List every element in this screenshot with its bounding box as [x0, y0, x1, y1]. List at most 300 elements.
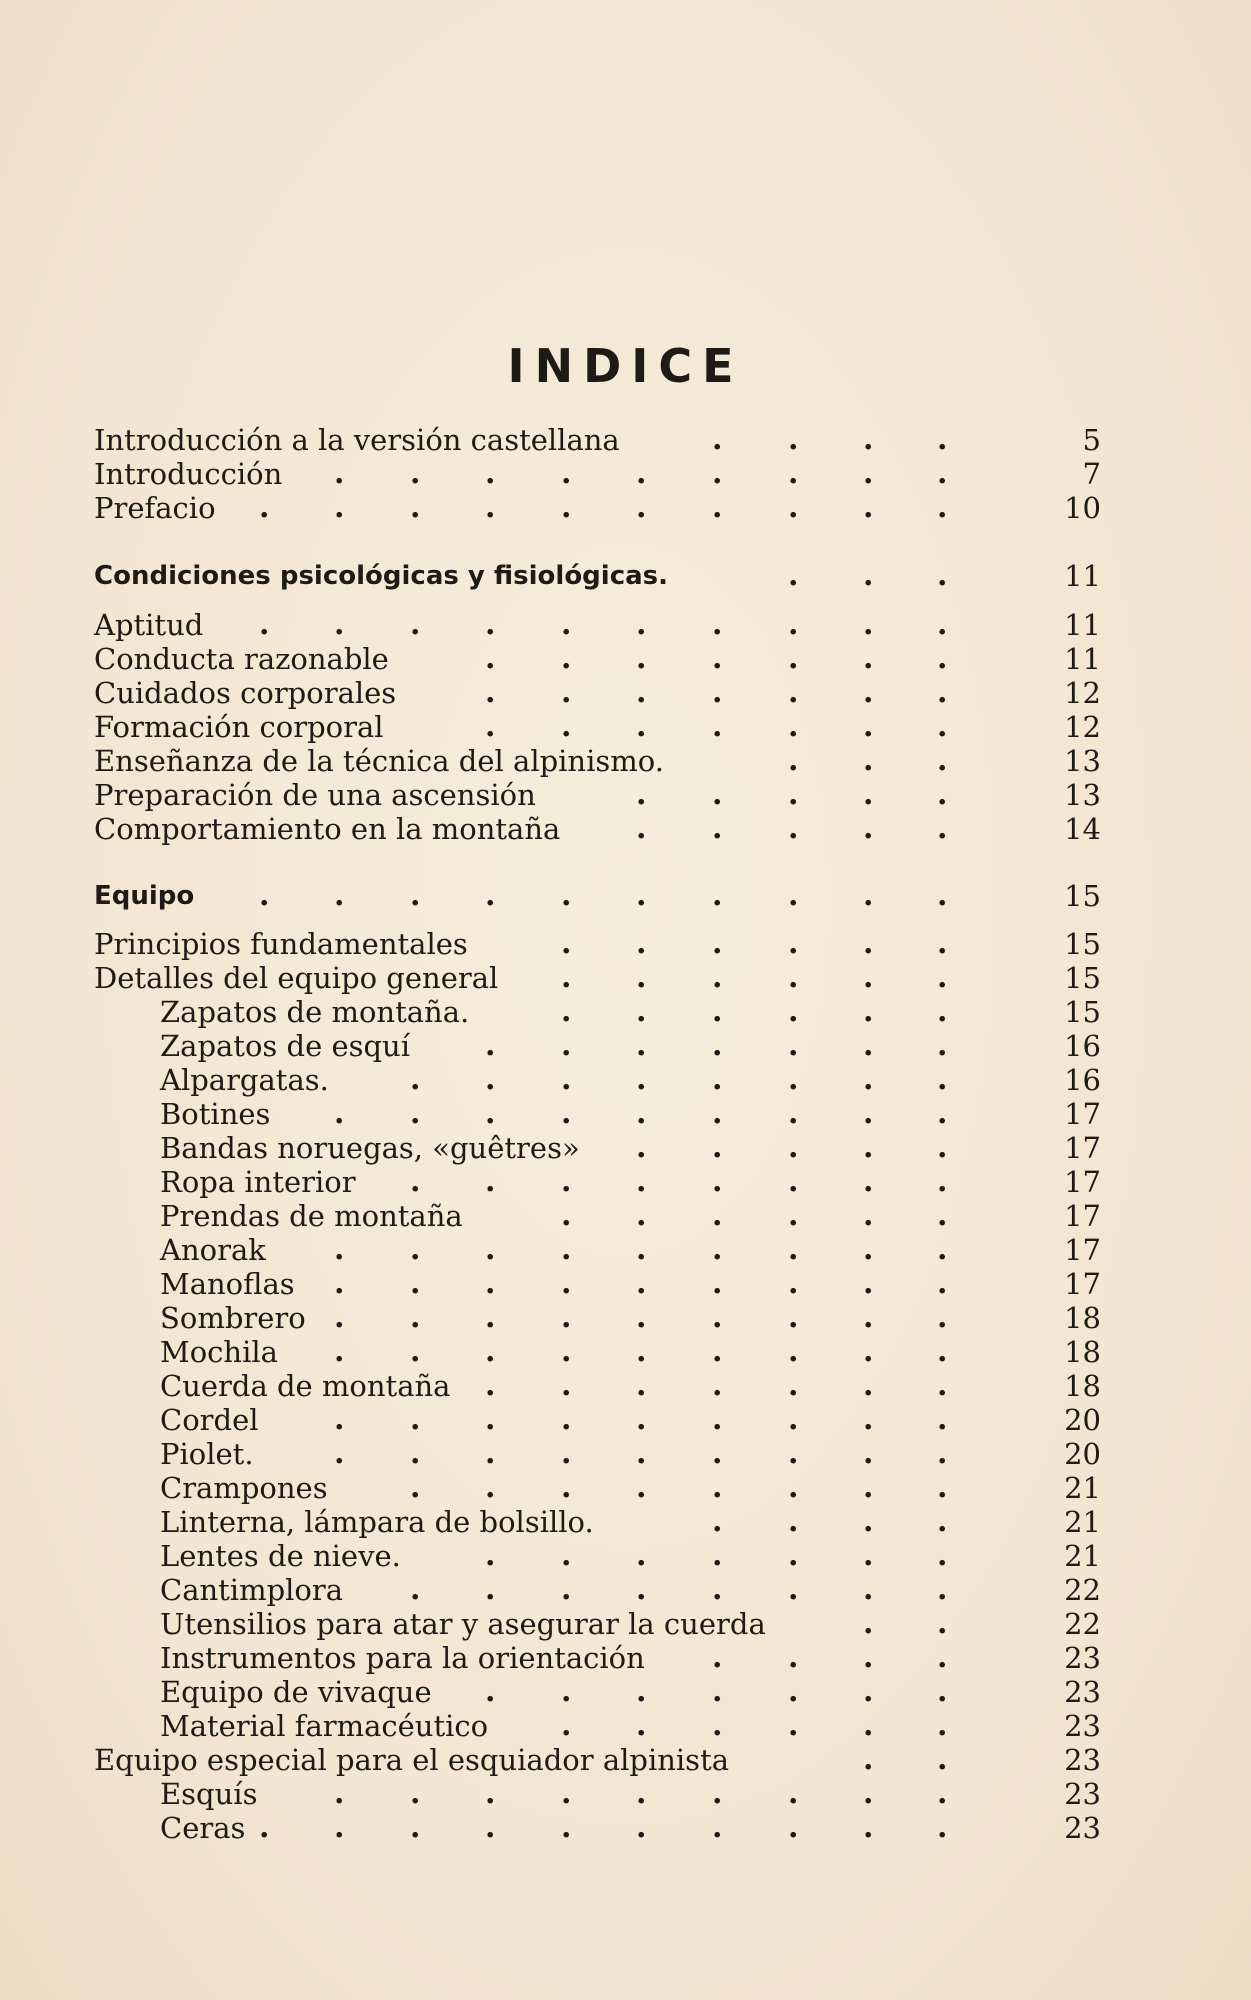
toc-entry-label: Introducción a la versión castellana — [94, 423, 620, 457]
toc-entry — [0, 1029, 1251, 1063]
leader-dot: . — [334, 607, 345, 642]
leader-dot: . — [712, 1368, 723, 1403]
leader-dot: . — [712, 456, 723, 491]
leader-dot: . — [937, 960, 948, 995]
leader-dot: . — [712, 926, 723, 961]
leader-dot: . — [863, 811, 874, 846]
leader-dot: . — [712, 1470, 723, 1505]
toc-entry-label: Cuidados corporales — [94, 676, 397, 710]
leader-dot: . — [636, 811, 647, 846]
leader-dot: . — [937, 1436, 948, 1471]
toc-entry-label: Zapatos de montaña. — [160, 995, 470, 1029]
leader-dot: . — [485, 1062, 496, 1097]
leader-dot: . — [410, 1266, 421, 1301]
toc-entry-label: Instrumentos para la orientación — [160, 1641, 645, 1675]
leader-dot: . — [485, 607, 496, 642]
leader-dot: . — [788, 1674, 799, 1709]
leader-dot: . — [937, 1130, 948, 1165]
leader-dot: . — [410, 1776, 421, 1811]
leader-dot: . — [485, 1470, 496, 1505]
toc-entry-label: Bandas noruegas, «guêtres» — [160, 1131, 580, 1165]
toc-entry — [0, 1301, 1251, 1335]
toc-entry-page: 22 — [1064, 1573, 1101, 1607]
leader-dot: . — [863, 743, 874, 778]
leader-dot: . — [788, 1096, 799, 1131]
leader-dot: . — [636, 1164, 647, 1199]
leader-dot: . — [485, 1402, 496, 1437]
leader-dot: . — [561, 1198, 572, 1233]
toc-entry-page: 20 — [1064, 1403, 1101, 1437]
leader-dot: . — [561, 1708, 572, 1743]
leader-dot: . — [561, 1300, 572, 1335]
leader-dot: . — [485, 456, 496, 491]
leader-dot: . — [712, 1436, 723, 1471]
leader-dot: . — [410, 1436, 421, 1471]
leader-dot: . — [712, 607, 723, 642]
leader-dot: . — [712, 490, 723, 525]
leader-dot: . — [712, 1674, 723, 1709]
toc-entry-label: Equipo — [94, 881, 195, 911]
toc-entry-label: Cuerda de montaña — [160, 1369, 451, 1403]
leader-dot: . — [788, 743, 799, 778]
leader-dot: . — [485, 1232, 496, 1267]
leader-dot: . — [485, 1334, 496, 1369]
leader-dot: . — [561, 1334, 572, 1369]
leader-dot: . — [788, 1062, 799, 1097]
leader-dot: . — [636, 607, 647, 642]
toc-entry-label: Conducta razonable — [94, 642, 389, 676]
leader-dot: . — [561, 490, 572, 525]
leader-dot: . — [485, 1538, 496, 1573]
leader-dot: . — [561, 994, 572, 1029]
toc-entry — [0, 744, 1251, 778]
leader-dot: . — [863, 1232, 874, 1267]
leader-dot: . — [937, 1776, 948, 1811]
leader-dot: . — [788, 558, 799, 593]
toc-entry — [0, 1743, 1251, 1777]
toc-entry — [0, 1233, 1251, 1267]
leader-dot: . — [788, 1708, 799, 1743]
leader-dot: . — [863, 709, 874, 744]
toc-entry — [0, 1403, 1251, 1437]
leader-dot: . — [937, 1674, 948, 1709]
leader-dot: . — [937, 1640, 948, 1675]
leader-dot: . — [561, 926, 572, 961]
leader-dot: . — [788, 960, 799, 995]
leader-dot: . — [410, 1470, 421, 1505]
leader-dot: . — [561, 1266, 572, 1301]
leader-dot: . — [788, 1776, 799, 1811]
toc-entry — [0, 995, 1251, 1029]
leader-dot: . — [485, 490, 496, 525]
leader-dot: . — [863, 1538, 874, 1573]
leader-dot: . — [863, 960, 874, 995]
leader-dot: . — [485, 675, 496, 710]
leader-dot: . — [561, 1368, 572, 1403]
leader-dot: . — [937, 811, 948, 846]
toc-entry-label: Linterna, lámpara de bolsillo. — [160, 1505, 594, 1539]
leader-dot: . — [712, 1266, 723, 1301]
toc-entry — [0, 457, 1251, 491]
leader-dot: . — [561, 1436, 572, 1471]
leader-dot: . — [410, 1810, 421, 1845]
leader-dot: . — [863, 1470, 874, 1505]
leader-dot: . — [788, 777, 799, 812]
toc-entry-label: Prendas de montaña — [160, 1199, 463, 1233]
leader-dot: . — [937, 1538, 948, 1573]
leader-dot: . — [863, 607, 874, 642]
leader-dot: . — [636, 1674, 647, 1709]
leader-dot: . — [636, 1198, 647, 1233]
leader-dot: . — [712, 1198, 723, 1233]
toc-entry-label: Formación corporal — [94, 710, 384, 744]
toc-entry-page: 14 — [1064, 812, 1101, 846]
leader-dot: . — [485, 1266, 496, 1301]
leader-dot: . — [788, 456, 799, 491]
leader-dot: . — [788, 1572, 799, 1607]
leader-dot: . — [334, 490, 345, 525]
leader-dot: . — [636, 641, 647, 676]
toc-entry-page: 16 — [1064, 1029, 1101, 1063]
leader-dot: . — [410, 1062, 421, 1097]
leader-dot: . — [788, 1300, 799, 1335]
leader-dot: . — [788, 1198, 799, 1233]
leader-dot: . — [636, 1062, 647, 1097]
toc-entry-label: Manoflas — [160, 1267, 295, 1301]
toc-entry — [0, 1369, 1251, 1403]
toc-entry-label: Material farmacéutico — [160, 1709, 489, 1743]
leader-dot: . — [788, 1028, 799, 1063]
leader-dot: . — [863, 1402, 874, 1437]
leader-dot: . — [788, 709, 799, 744]
leader-dot: . — [937, 926, 948, 961]
leader-dot: . — [712, 1776, 723, 1811]
leader-dot: . — [334, 1096, 345, 1131]
toc-entry-page: 10 — [1064, 491, 1101, 525]
leader-dot: . — [561, 1470, 572, 1505]
leader-dot: . — [485, 1096, 496, 1131]
leader-dot: . — [788, 1130, 799, 1165]
toc-entry-page: 13 — [1064, 778, 1101, 812]
leader-dot: . — [863, 1708, 874, 1743]
toc-entry-label: Condiciones psicológicas y fisiológicas. — [94, 561, 669, 591]
toc-entry-label: Crampones — [160, 1471, 328, 1505]
toc-entry-label: Equipo especial para el esquiador alpinista — [94, 1743, 730, 1777]
leader-dot: . — [863, 675, 874, 710]
leader-dot: . — [863, 994, 874, 1029]
leader-dot: . — [937, 878, 948, 913]
toc-entry-page: 23 — [1064, 1709, 1101, 1743]
leader-dot: . — [636, 1130, 647, 1165]
toc-entry-label: Botines — [160, 1097, 271, 1131]
leader-dot: . — [334, 878, 345, 913]
toc-entry-page: 17 — [1064, 1199, 1101, 1233]
toc-entry-page: 17 — [1064, 1233, 1101, 1267]
leader-dot: . — [788, 1164, 799, 1199]
leader-dot: . — [712, 1096, 723, 1131]
toc-entry-page: 11 — [1064, 608, 1101, 642]
toc-entry-page: 23 — [1064, 1777, 1101, 1811]
leader-dot: . — [636, 926, 647, 961]
leader-dot: . — [259, 607, 270, 642]
leader-dot: . — [788, 1402, 799, 1437]
toc-entry-page: 13 — [1064, 744, 1101, 778]
toc-entry-label: Ceras — [160, 1811, 246, 1845]
leader-dot: . — [410, 1572, 421, 1607]
toc-entry-label: Detalles del equipo general — [94, 961, 499, 995]
toc-entry — [0, 1437, 1251, 1471]
leader-dot: . — [863, 878, 874, 913]
leader-dot: . — [334, 456, 345, 491]
leader-dot: . — [863, 422, 874, 457]
leader-dot: . — [410, 878, 421, 913]
leader-dot: . — [788, 994, 799, 1029]
leader-dot: . — [410, 1402, 421, 1437]
leader-dot: . — [410, 1232, 421, 1267]
toc-entry-page: 11 — [1064, 642, 1101, 676]
leader-dot: . — [937, 490, 948, 525]
toc-entry — [0, 1063, 1251, 1097]
leader-dot: . — [863, 926, 874, 961]
leader-dot: . — [485, 641, 496, 676]
leader-dot: . — [863, 1436, 874, 1471]
leader-dot: . — [937, 1606, 948, 1641]
leader-dot: . — [636, 1538, 647, 1573]
leader-dot: . — [561, 456, 572, 491]
leader-dot: . — [937, 1028, 948, 1063]
leader-dot: . — [712, 1334, 723, 1369]
toc-entry-label: Zapatos de esquí — [160, 1029, 411, 1063]
leader-dot: . — [863, 1640, 874, 1675]
leader-dot: . — [712, 994, 723, 1029]
toc-entry-page: 21 — [1064, 1539, 1101, 1573]
toc-entry-page: 18 — [1064, 1369, 1101, 1403]
leader-dot: . — [863, 456, 874, 491]
toc-entry-page: 23 — [1064, 1811, 1101, 1845]
leader-dot: . — [863, 1572, 874, 1607]
leader-dot: . — [863, 1062, 874, 1097]
leader-dot: . — [937, 1096, 948, 1131]
leader-dot: . — [712, 1504, 723, 1539]
toc-entry-page: 17 — [1064, 1165, 1101, 1199]
leader-dot: . — [788, 1504, 799, 1539]
leader-dot: . — [937, 1742, 948, 1777]
toc-entry-label: Ropa interior — [160, 1165, 356, 1199]
leader-dot: . — [636, 994, 647, 1029]
leader-dot: . — [937, 1572, 948, 1607]
toc-entry-label: Piolet. — [160, 1437, 254, 1471]
leader-dot: . — [636, 960, 647, 995]
leader-dot: . — [788, 490, 799, 525]
leader-dot: . — [636, 1708, 647, 1743]
leader-dot: . — [788, 926, 799, 961]
leader-dot: . — [863, 1504, 874, 1539]
toc-entry-page: 16 — [1064, 1063, 1101, 1097]
toc-entry-label: Equipo de vivaque — [160, 1675, 432, 1709]
leader-dot: . — [937, 1300, 948, 1335]
page-title: INDICE — [507, 339, 744, 393]
leader-dot: . — [712, 1402, 723, 1437]
leader-dot: . — [561, 1164, 572, 1199]
toc-entry-page: 21 — [1064, 1471, 1101, 1505]
leader-dot: . — [937, 743, 948, 778]
leader-dot: . — [485, 1368, 496, 1403]
leader-dot: . — [561, 1232, 572, 1267]
leader-dot: . — [712, 777, 723, 812]
leader-dot: . — [937, 994, 948, 1029]
toc-entry-page: 5 — [1082, 423, 1101, 457]
leader-dot: . — [788, 1538, 799, 1573]
toc-entry-page: 15 — [1064, 995, 1101, 1029]
leader-dot: . — [863, 777, 874, 812]
leader-dot: . — [863, 1198, 874, 1233]
leader-dot: . — [259, 878, 270, 913]
leader-dot: . — [937, 1504, 948, 1539]
toc-entry-page: 17 — [1064, 1097, 1101, 1131]
leader-dot: . — [937, 1198, 948, 1233]
leader-dot: . — [636, 1300, 647, 1335]
leader-dot: . — [712, 1538, 723, 1573]
toc-entry-page: 23 — [1064, 1641, 1101, 1675]
leader-dot: . — [636, 1470, 647, 1505]
toc-entry — [0, 778, 1251, 812]
toc-entry-page: 15 — [1064, 879, 1101, 913]
leader-dot: . — [712, 1164, 723, 1199]
leader-dot: . — [712, 1232, 723, 1267]
leader-dot: . — [863, 490, 874, 525]
toc-entry — [0, 1539, 1251, 1573]
leader-dot: . — [636, 1436, 647, 1471]
leader-dot: . — [712, 878, 723, 913]
toc-entry — [0, 1573, 1251, 1607]
leader-dot: . — [712, 709, 723, 744]
leader-dot: . — [485, 709, 496, 744]
leader-dot: . — [561, 1572, 572, 1607]
leader-dot: . — [788, 1470, 799, 1505]
toc-entry-label: Anorak — [160, 1233, 266, 1267]
leader-dot: . — [410, 1096, 421, 1131]
leader-dot: . — [636, 1266, 647, 1301]
toc-entry-label: Aptitud — [94, 608, 204, 642]
leader-dot: . — [485, 1776, 496, 1811]
leader-dot: . — [863, 1742, 874, 1777]
leader-dot: . — [937, 675, 948, 710]
leader-dot: . — [788, 1232, 799, 1267]
leader-dot: . — [712, 1708, 723, 1743]
leader-dot: . — [863, 1096, 874, 1131]
toc-entry-label: Mochila — [160, 1335, 278, 1369]
leader-dot: . — [259, 490, 270, 525]
leader-dot: . — [863, 1130, 874, 1165]
toc-entry-page: 17 — [1064, 1131, 1101, 1165]
toc-entry-page: 20 — [1064, 1437, 1101, 1471]
toc-entry — [0, 1267, 1251, 1301]
leader-dot: . — [485, 1674, 496, 1709]
leader-dot: . — [788, 1266, 799, 1301]
leader-dot: . — [636, 709, 647, 744]
leader-dot: . — [636, 1810, 647, 1845]
toc-entry — [0, 423, 1251, 457]
leader-dot: . — [863, 1266, 874, 1301]
leader-dot: . — [937, 709, 948, 744]
leader-dot: . — [636, 1776, 647, 1811]
leader-dot: . — [863, 1776, 874, 1811]
toc-entry — [0, 608, 1251, 642]
toc-entry — [0, 1471, 1251, 1505]
leader-dot: . — [937, 1708, 948, 1743]
toc-entry-label: Lentes de nieve. — [160, 1539, 401, 1573]
toc-entry — [0, 676, 1251, 710]
leader-dot: . — [788, 1810, 799, 1845]
leader-dot: . — [636, 675, 647, 710]
leader-dot: . — [561, 641, 572, 676]
toc-entry-page: 21 — [1064, 1505, 1101, 1539]
toc-entry-page: 12 — [1064, 676, 1101, 710]
toc-entry — [0, 1777, 1251, 1811]
leader-dot: . — [937, 1164, 948, 1199]
toc-entry-label: Sombrero — [160, 1301, 306, 1335]
leader-dot: . — [788, 1334, 799, 1369]
leader-dot: . — [712, 811, 723, 846]
leader-dot: . — [561, 1776, 572, 1811]
toc-entry-page: 7 — [1082, 457, 1101, 491]
leader-dot: . — [937, 558, 948, 593]
leader-dot: . — [636, 1368, 647, 1403]
toc-entry-label: Utensilios para atar y asegurar la cuerda — [160, 1607, 766, 1641]
leader-dot: . — [485, 1572, 496, 1607]
leader-dot: . — [863, 1368, 874, 1403]
toc-entry — [0, 1709, 1251, 1743]
leader-dot: . — [636, 490, 647, 525]
leader-dot: . — [712, 1028, 723, 1063]
leader-dot: . — [561, 878, 572, 913]
leader-dot: . — [561, 1538, 572, 1573]
leader-dot: . — [863, 641, 874, 676]
leader-dot: . — [410, 607, 421, 642]
toc-entry-page: 22 — [1064, 1607, 1101, 1641]
leader-dot: . — [788, 878, 799, 913]
leader-dot: . — [863, 1674, 874, 1709]
toc-entry-label: Cantimplora — [160, 1573, 344, 1607]
leader-dot: . — [334, 1402, 345, 1437]
toc-entry-label: Cordel — [160, 1403, 259, 1437]
toc-entry — [0, 1335, 1251, 1369]
leader-dot: . — [636, 777, 647, 812]
leader-dot: . — [334, 1334, 345, 1369]
toc-entry — [0, 927, 1251, 961]
leader-dot: . — [788, 422, 799, 457]
leader-dot: . — [937, 456, 948, 491]
leader-dot: . — [485, 1810, 496, 1845]
toc-entry-label: Preparación de una ascensión — [94, 778, 536, 812]
leader-dot: . — [636, 1232, 647, 1267]
leader-dot: . — [937, 1402, 948, 1437]
toc-entry — [0, 710, 1251, 744]
leader-dot: . — [334, 1776, 345, 1811]
toc-entry — [0, 1097, 1251, 1131]
leader-dot: . — [863, 1164, 874, 1199]
leader-dot: . — [788, 1436, 799, 1471]
leader-dot: . — [863, 1300, 874, 1335]
toc-entry-label: Introducción — [94, 457, 283, 491]
toc-entry-label: Alpargatas. — [160, 1063, 329, 1097]
leader-dot: . — [259, 1810, 270, 1845]
leader-dot: . — [863, 558, 874, 593]
leader-dot: . — [636, 878, 647, 913]
leader-dot: . — [334, 1266, 345, 1301]
leader-dot: . — [485, 1028, 496, 1063]
leader-dot: . — [863, 1334, 874, 1369]
